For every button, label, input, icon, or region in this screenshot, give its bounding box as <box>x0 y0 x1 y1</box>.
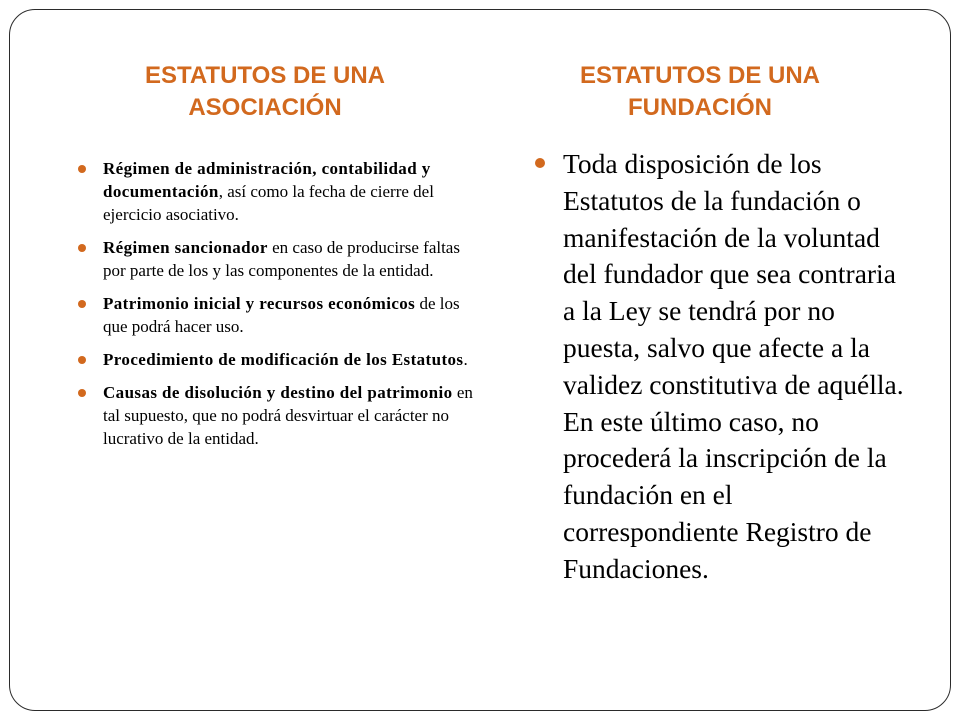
item-bold-text: Patrimonio inicial y recursos económicos <box>103 294 416 313</box>
asociacion-heading-line2: ASOCIACIÓN <box>188 94 342 121</box>
list-item <box>78 236 478 282</box>
list-item <box>78 381 478 450</box>
asociacion-heading <box>90 60 440 124</box>
list-item <box>78 292 478 338</box>
item-text: , así como la fecha de cierre del ejercicio asociativo. <box>103 182 434 224</box>
item-text: en tal supuesto, que no podrá desvirtuar el carácter no lucrativo de la entidad. <box>103 383 473 448</box>
list-item <box>78 157 478 226</box>
fundacion-paragraph: Toda disposición de los Estatutos de la fundación o manifestación de la voluntad del fundador que sea contraria a la Ley se tendrá por no puesta, salvo que afecte a la validez constitutiva de aquélla. En este último caso, no procederá la inscripción de la fundación en el correspondiente Registro de Fundaciones. <box>563 148 904 584</box>
bullet-dot-icon <box>78 244 86 252</box>
asociacion-bullet-list <box>78 157 478 460</box>
list-item <box>535 146 905 588</box>
list-item <box>78 348 478 371</box>
bullet-dot-icon <box>78 356 86 364</box>
item-text: de los que podrá hacer uso. <box>103 294 460 336</box>
item-bold-text: Procedimiento de modificación de los Estatutos <box>103 350 464 369</box>
fundacion-heading-line1: ESTATUTOS DE UNA <box>579 62 820 89</box>
item-bold-text: Causas de disolución y destino del patrimonio <box>103 383 453 402</box>
fundacion-bullet-list <box>535 146 905 588</box>
item-text: en caso de producirse faltas por parte de los y las componentes de la entidad. <box>103 238 460 280</box>
fundacion-heading-line2: FUNDACIÓN <box>628 94 772 121</box>
item-bold-text: Régimen de administración, contabilidad y documentación <box>103 159 431 201</box>
item-bold-text: Régimen sancionador <box>103 238 268 257</box>
bullet-dot-icon <box>78 165 86 173</box>
asociacion-heading-line1: ESTATUTOS DE UNA <box>144 62 385 89</box>
bullet-dot-icon <box>78 389 86 397</box>
item-text: . <box>463 350 468 369</box>
bullet-dot-icon <box>535 158 545 168</box>
fundacion-heading <box>525 60 875 124</box>
bullet-dot-icon <box>78 300 86 308</box>
